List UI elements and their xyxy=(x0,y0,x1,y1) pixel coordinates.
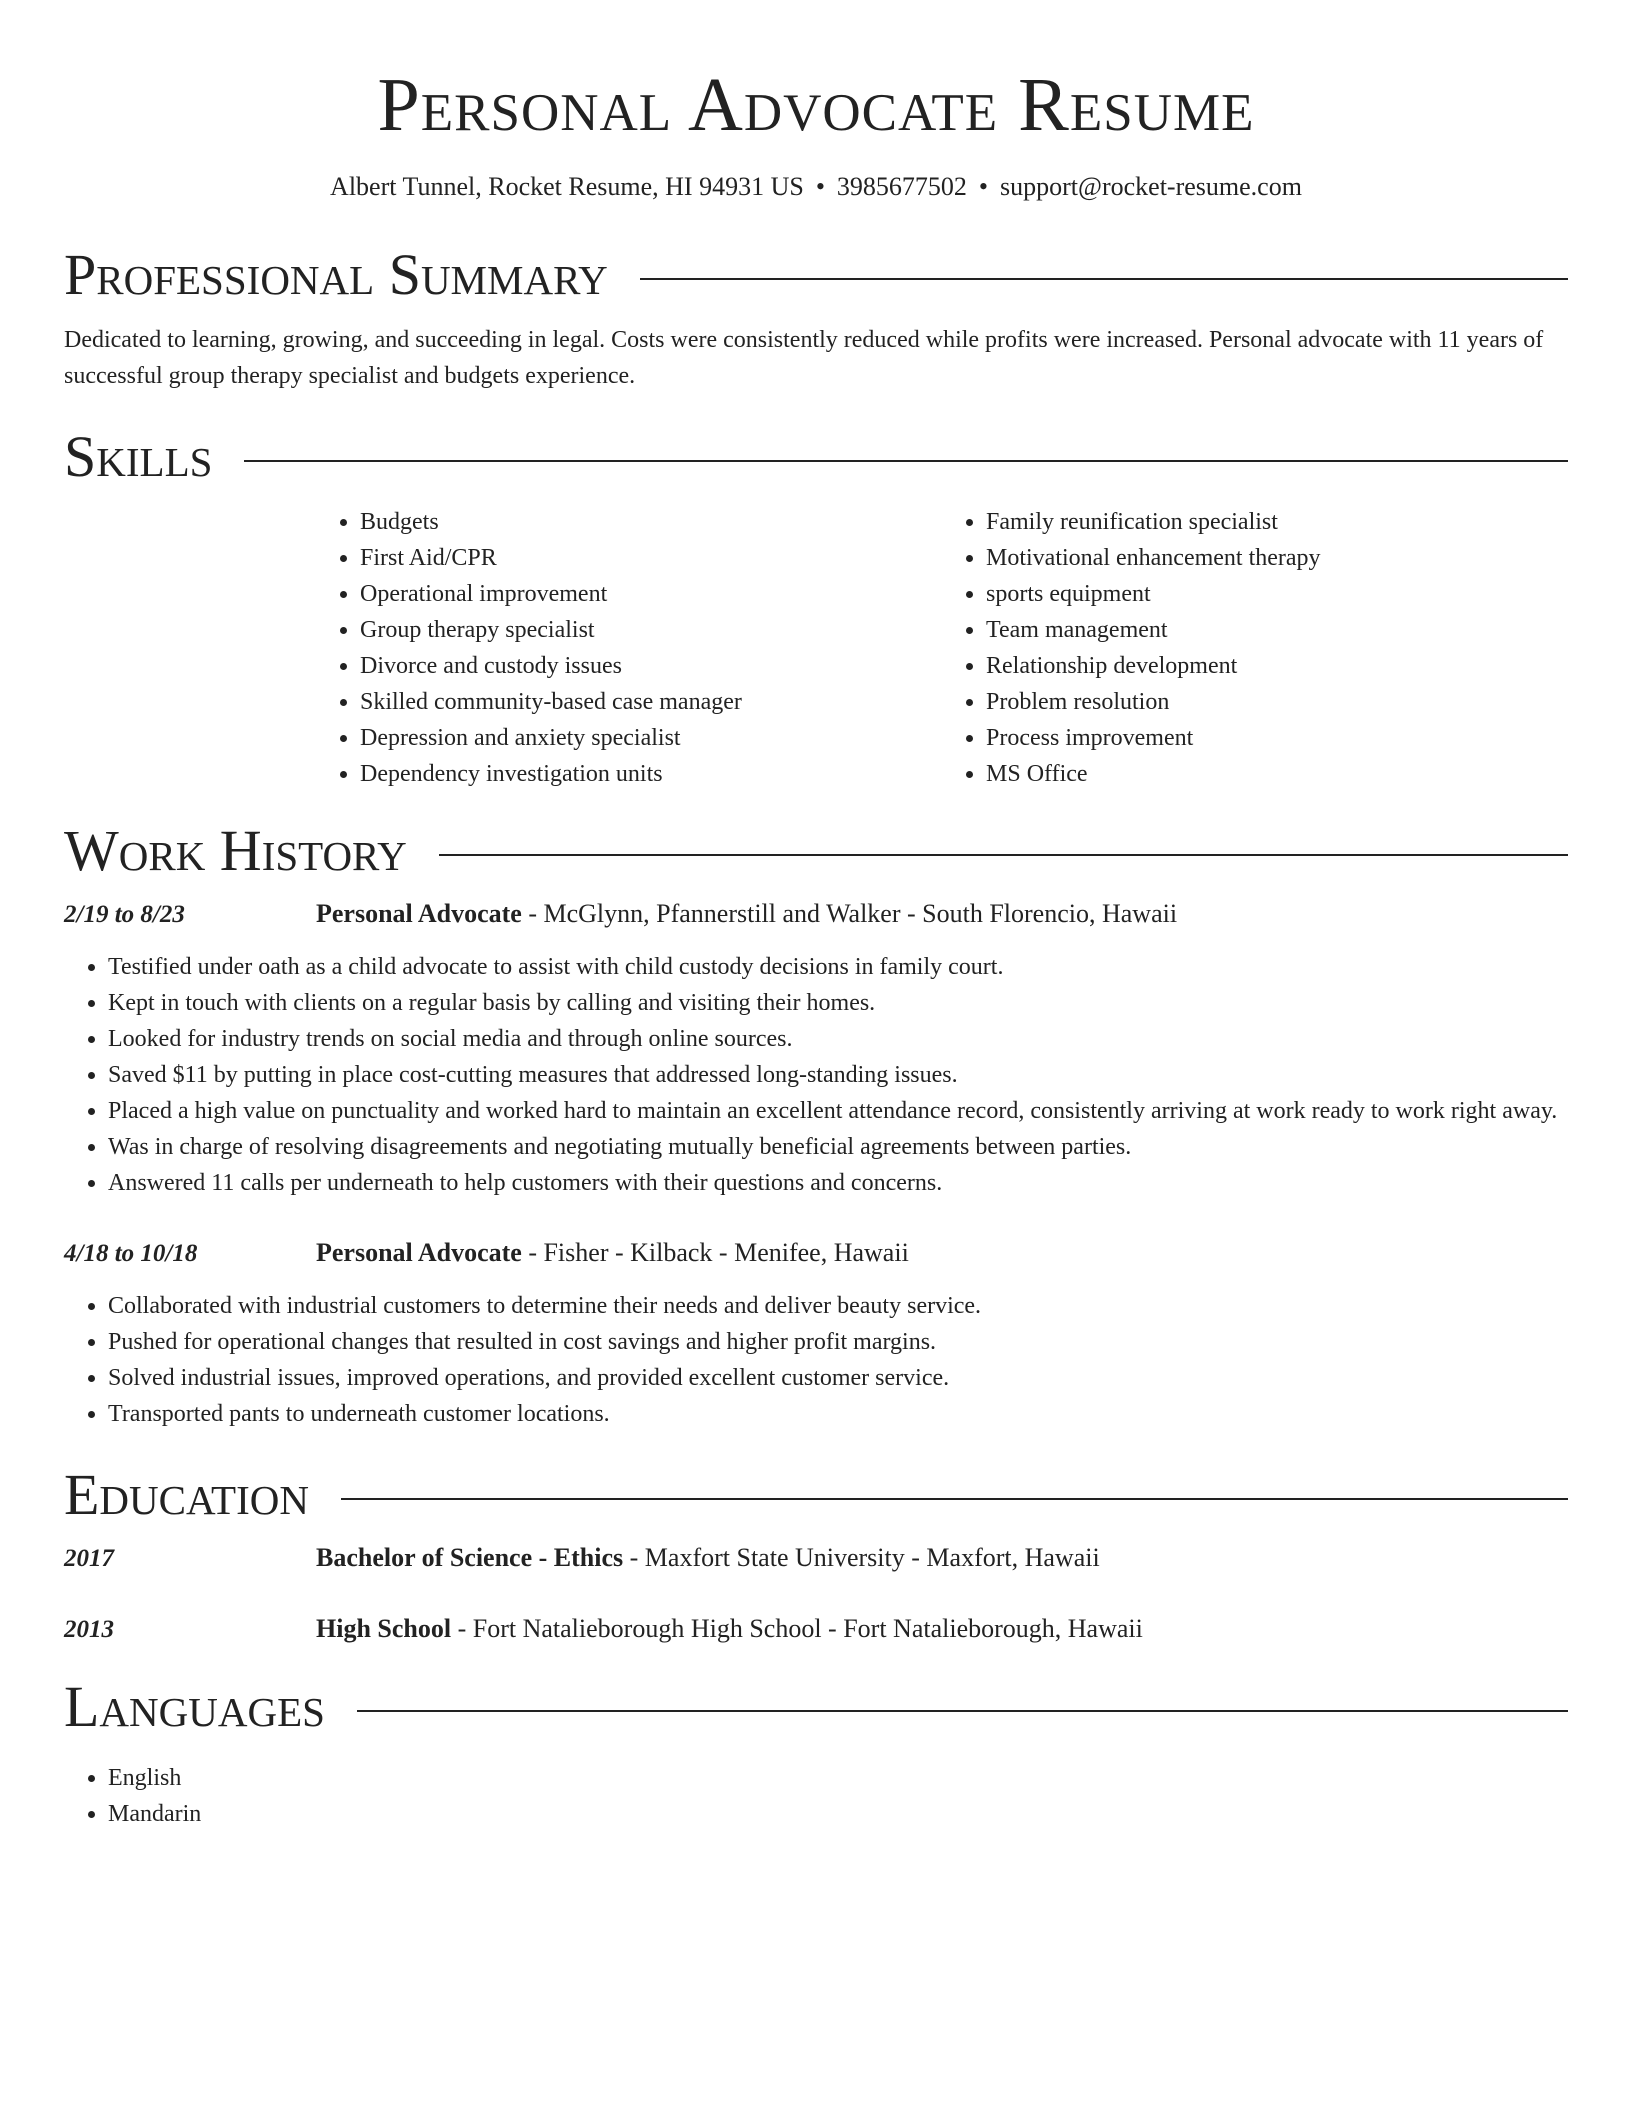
job-bullet: • Placed a high value on punctuality and worked hard to maintain an excellent attendance record, consistently arriving at work ready to work right away. xyxy=(108,1093,1568,1129)
contact-separator: • xyxy=(978,172,989,201)
job-header xyxy=(64,896,1568,933)
education-line xyxy=(316,1611,1143,1647)
languages-section-header xyxy=(64,1674,1568,1740)
contact-line xyxy=(64,170,1568,204)
education-section-header xyxy=(64,1462,1568,1528)
summary-text: Dedicated to learning, growing, and succeeding in legal. Costs were consistently reduced while profits were increased. Personal advocate with 11 years of successful group therapy specialist and budgets experience. xyxy=(64,327,1544,389)
skill-item: • Motivational enhancement therapy xyxy=(986,540,1568,576)
skill-item: • Process improvement xyxy=(986,720,1568,756)
job-bullet: • Transported pants to underneath customer locations. xyxy=(108,1396,1568,1432)
education-year: 2013 xyxy=(64,1616,114,1643)
job-bullet: • Answered 11 calls per underneath to help customers with their questions and concerns. xyxy=(108,1165,1568,1201)
job-bullet: • Saved $11 by putting in place cost-cutting measures that addressed long-standing issues. xyxy=(108,1057,1568,1093)
job-bullets xyxy=(64,949,1568,1201)
skill-item: • First Aid/CPR xyxy=(360,540,942,576)
education-degree: High School xyxy=(316,1614,452,1643)
job-title: Personal Advocate xyxy=(316,899,522,928)
job-header xyxy=(64,1235,1568,1272)
skill-item: • Dependency investigation units xyxy=(360,756,942,792)
section-divider xyxy=(640,278,1568,280)
education-degree: Bachelor of Science - Ethics xyxy=(316,1543,624,1572)
job-dates: 4/18 to 10/18 xyxy=(64,1240,198,1267)
skill-item: • MS Office xyxy=(986,756,1568,792)
section-divider xyxy=(244,460,1568,462)
contact-separator: • xyxy=(815,172,825,201)
summary-section-header xyxy=(64,242,1568,308)
skill-item: • Team management xyxy=(986,612,1568,648)
contact-email: support@rocket-resume.com xyxy=(1000,172,1302,201)
education-entry xyxy=(64,1611,1568,1648)
job-title: Personal Advocate xyxy=(316,1238,522,1267)
education-entry xyxy=(64,1540,1568,1577)
job-bullet: • Testified under oath as a child advocate to assist with child custody decisions in family court. xyxy=(108,949,1568,985)
language-item: • English xyxy=(108,1760,1568,1796)
job-bullet: • Solved industrial issues, improved operations, and provided excellent customer service. xyxy=(108,1360,1568,1396)
work-section-header xyxy=(64,818,1568,884)
job-dates: 2/19 to 8/23 xyxy=(64,901,185,928)
skill-item: • Skilled community-based case manager xyxy=(360,684,942,720)
job-employer: - McGlynn, Pfannerstill and Walker - South Florencio, Hawaii xyxy=(521,899,1178,928)
skill-item: • sports equipment xyxy=(986,576,1568,612)
job-title-line xyxy=(316,896,1177,932)
skill-item: • Relationship development xyxy=(986,648,1568,684)
skills-list-left xyxy=(316,504,942,792)
job-employer: - Fisher - Kilback - Menifee, Hawaii xyxy=(521,1238,909,1267)
skills-section-header xyxy=(64,424,1568,490)
education-line xyxy=(316,1540,1100,1576)
skill-item: • Budgets xyxy=(360,504,942,540)
section-divider xyxy=(439,854,1568,856)
resume-title: Personal Advocate Resume xyxy=(377,63,1255,147)
skills-heading: Skills xyxy=(64,424,213,489)
languages-heading: Languages xyxy=(64,1674,325,1739)
job-bullet: • Was in charge of resolving disagreements and negotiating mutually beneficial agreements between parties. xyxy=(108,1129,1568,1165)
skill-item: • Operational improvement xyxy=(360,576,942,612)
languages-list xyxy=(64,1760,1568,1832)
contact-address: Albert Tunnel, Rocket Resume, HI 94931 US xyxy=(330,172,804,201)
job-entry xyxy=(64,896,1568,1201)
education-school: - Maxfort State University - Maxfort, Hawaii xyxy=(623,1543,1100,1572)
job-entry xyxy=(64,1235,1568,1432)
skills-list-right xyxy=(942,504,1568,792)
skill-item: • Divorce and custody issues xyxy=(360,648,942,684)
skill-item: • Group therapy specialist xyxy=(360,612,942,648)
skill-item: • Family reunification specialist xyxy=(986,504,1568,540)
summary-heading: Professional Summary xyxy=(64,242,608,307)
skill-item: • Problem resolution xyxy=(986,684,1568,720)
work-heading: Work History xyxy=(64,818,407,883)
job-bullets xyxy=(64,1288,1568,1432)
language-item: • Mandarin xyxy=(108,1796,1568,1832)
job-bullet: • Pushed for operational changes that resulted in cost savings and higher profit margins. xyxy=(108,1324,1568,1360)
contact-phone: 3985677502 xyxy=(836,172,967,201)
job-title-line xyxy=(316,1235,909,1271)
section-divider xyxy=(357,1710,1568,1712)
education-heading: Education xyxy=(64,1462,309,1527)
job-bullet: • Kept in touch with clients on a regular basis by calling and visiting their homes. xyxy=(108,985,1568,1021)
job-bullet: • Collaborated with industrial customers to determine their needs and deliver beauty service. xyxy=(108,1288,1568,1324)
job-bullet: • Looked for industry trends on social media and through online sources. xyxy=(108,1021,1568,1057)
skills-grid xyxy=(316,504,1568,792)
skill-item: • Depression and anxiety specialist xyxy=(360,720,942,756)
education-year: 2017 xyxy=(64,1545,114,1572)
section-divider xyxy=(341,1498,1568,1500)
education-school: - Fort Natalieborough High School - Fort Natalieborough, Hawaii xyxy=(451,1614,1143,1643)
